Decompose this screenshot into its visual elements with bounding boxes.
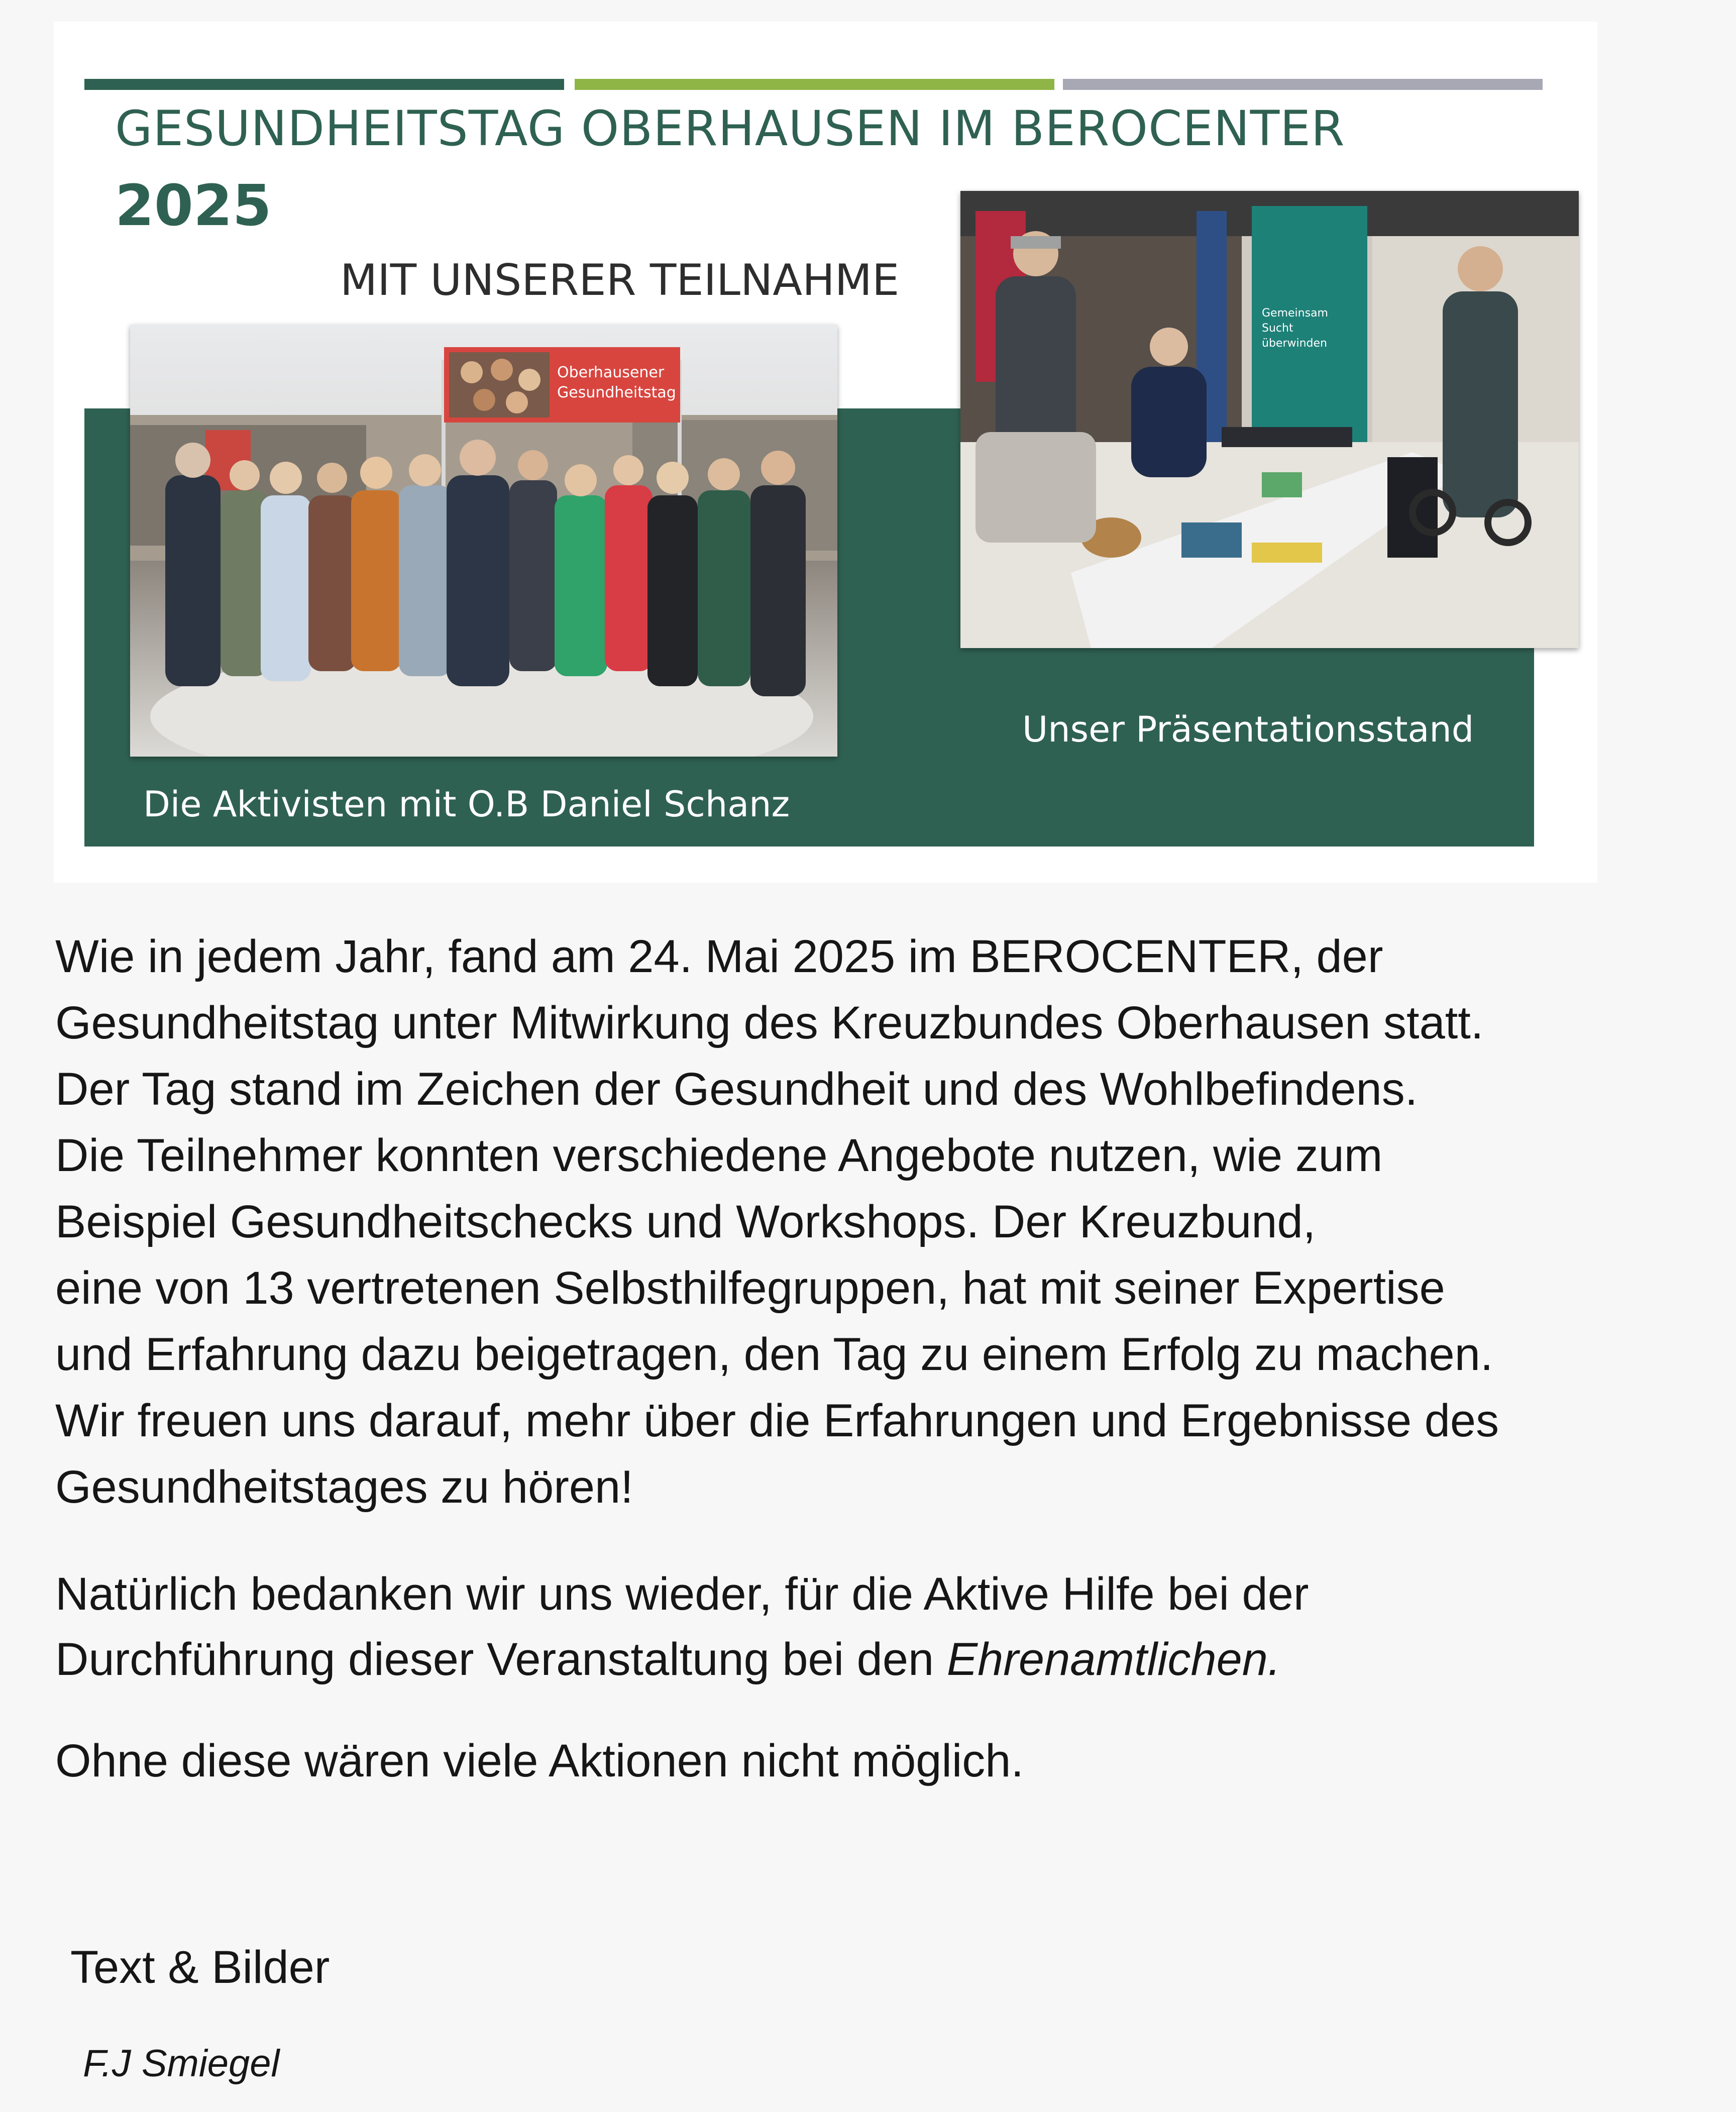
caption-activists: Die Aktivisten mit O.B Daniel Schanz bbox=[143, 784, 790, 825]
credit-label: Text & Bilder bbox=[70, 1942, 330, 1993]
banner-title: GESUNDHEITSTAG OBERHAUSEN IM BEROCENTER bbox=[115, 100, 1345, 157]
volunteers-emphasis: Ehrenamtlichen. bbox=[946, 1634, 1281, 1685]
banner-stripe-grey bbox=[1063, 79, 1543, 90]
closing-paragraph: Ohne diese wären viele Aktionen nicht möglich. bbox=[55, 1735, 1024, 1786]
article-line: Der Tag stand im Zeichen der Gesundheit und des Wohlbefindens. bbox=[55, 1064, 1418, 1115]
stand-photo bbox=[960, 191, 1579, 648]
article-line: und Erfahrung dazu beigetragen, den Tag zu einem Erfolg zu machen. bbox=[55, 1329, 1493, 1380]
article-line: Beispiel Gesundheitschecks und Workshops. Der Kreuzbund, bbox=[55, 1196, 1316, 1247]
banner-subtitle: MIT UNSERER TEILNAHME bbox=[340, 255, 900, 305]
thanks-line-2 bbox=[55, 1627, 1309, 1692]
thanks-line-2-text: Durchführung dieser Veranstaltung bei den bbox=[55, 1634, 947, 1685]
banner-stripe-dark-green bbox=[84, 79, 564, 90]
event-banner bbox=[54, 22, 1597, 883]
stand-banner-line2: Sucht bbox=[1262, 322, 1293, 335]
banner-stripe-lime-green bbox=[575, 79, 1054, 90]
stand-banner-line3: überwinden bbox=[1262, 337, 1327, 350]
caption-stand: Unser Präsentationsstand bbox=[1022, 709, 1474, 750]
author-name: F.J Smiegel bbox=[83, 2042, 280, 2085]
banner-year: 2025 bbox=[115, 173, 272, 239]
article-line: eine von 13 vertretenen Selbsthilfegruppen, hat mit seiner Expertise bbox=[55, 1262, 1445, 1314]
group-photo bbox=[130, 325, 837, 757]
article-line: Die Teilnehmer konnten verschiedene Angebote nutzen, wie zum bbox=[55, 1130, 1383, 1181]
article-line: Wie in jedem Jahr, fand am 24. Mai 2025 im BEROCENTER, der bbox=[55, 931, 1383, 982]
article-line: Gesundheitstages zu hören! bbox=[55, 1461, 633, 1513]
stand-banner-line1: Gemeinsam bbox=[1262, 307, 1328, 320]
thanks-line-1: Natürlich bedanken wir uns wieder, für die Aktive Hilfe bei der bbox=[55, 1568, 1309, 1620]
thanks-paragraph bbox=[55, 1561, 1309, 1692]
article-body bbox=[55, 923, 1693, 1520]
article-line: Wir freuen uns darauf, mehr über die Erfahrungen und Ergebnisse des bbox=[55, 1395, 1499, 1446]
sign-text-line2: Gesundheitstag bbox=[557, 384, 676, 401]
article-line: Gesundheitstag unter Mitwirkung des Kreuzbundes Oberhausen statt. bbox=[55, 997, 1484, 1048]
sign-text-line1: Oberhausener bbox=[557, 364, 665, 381]
